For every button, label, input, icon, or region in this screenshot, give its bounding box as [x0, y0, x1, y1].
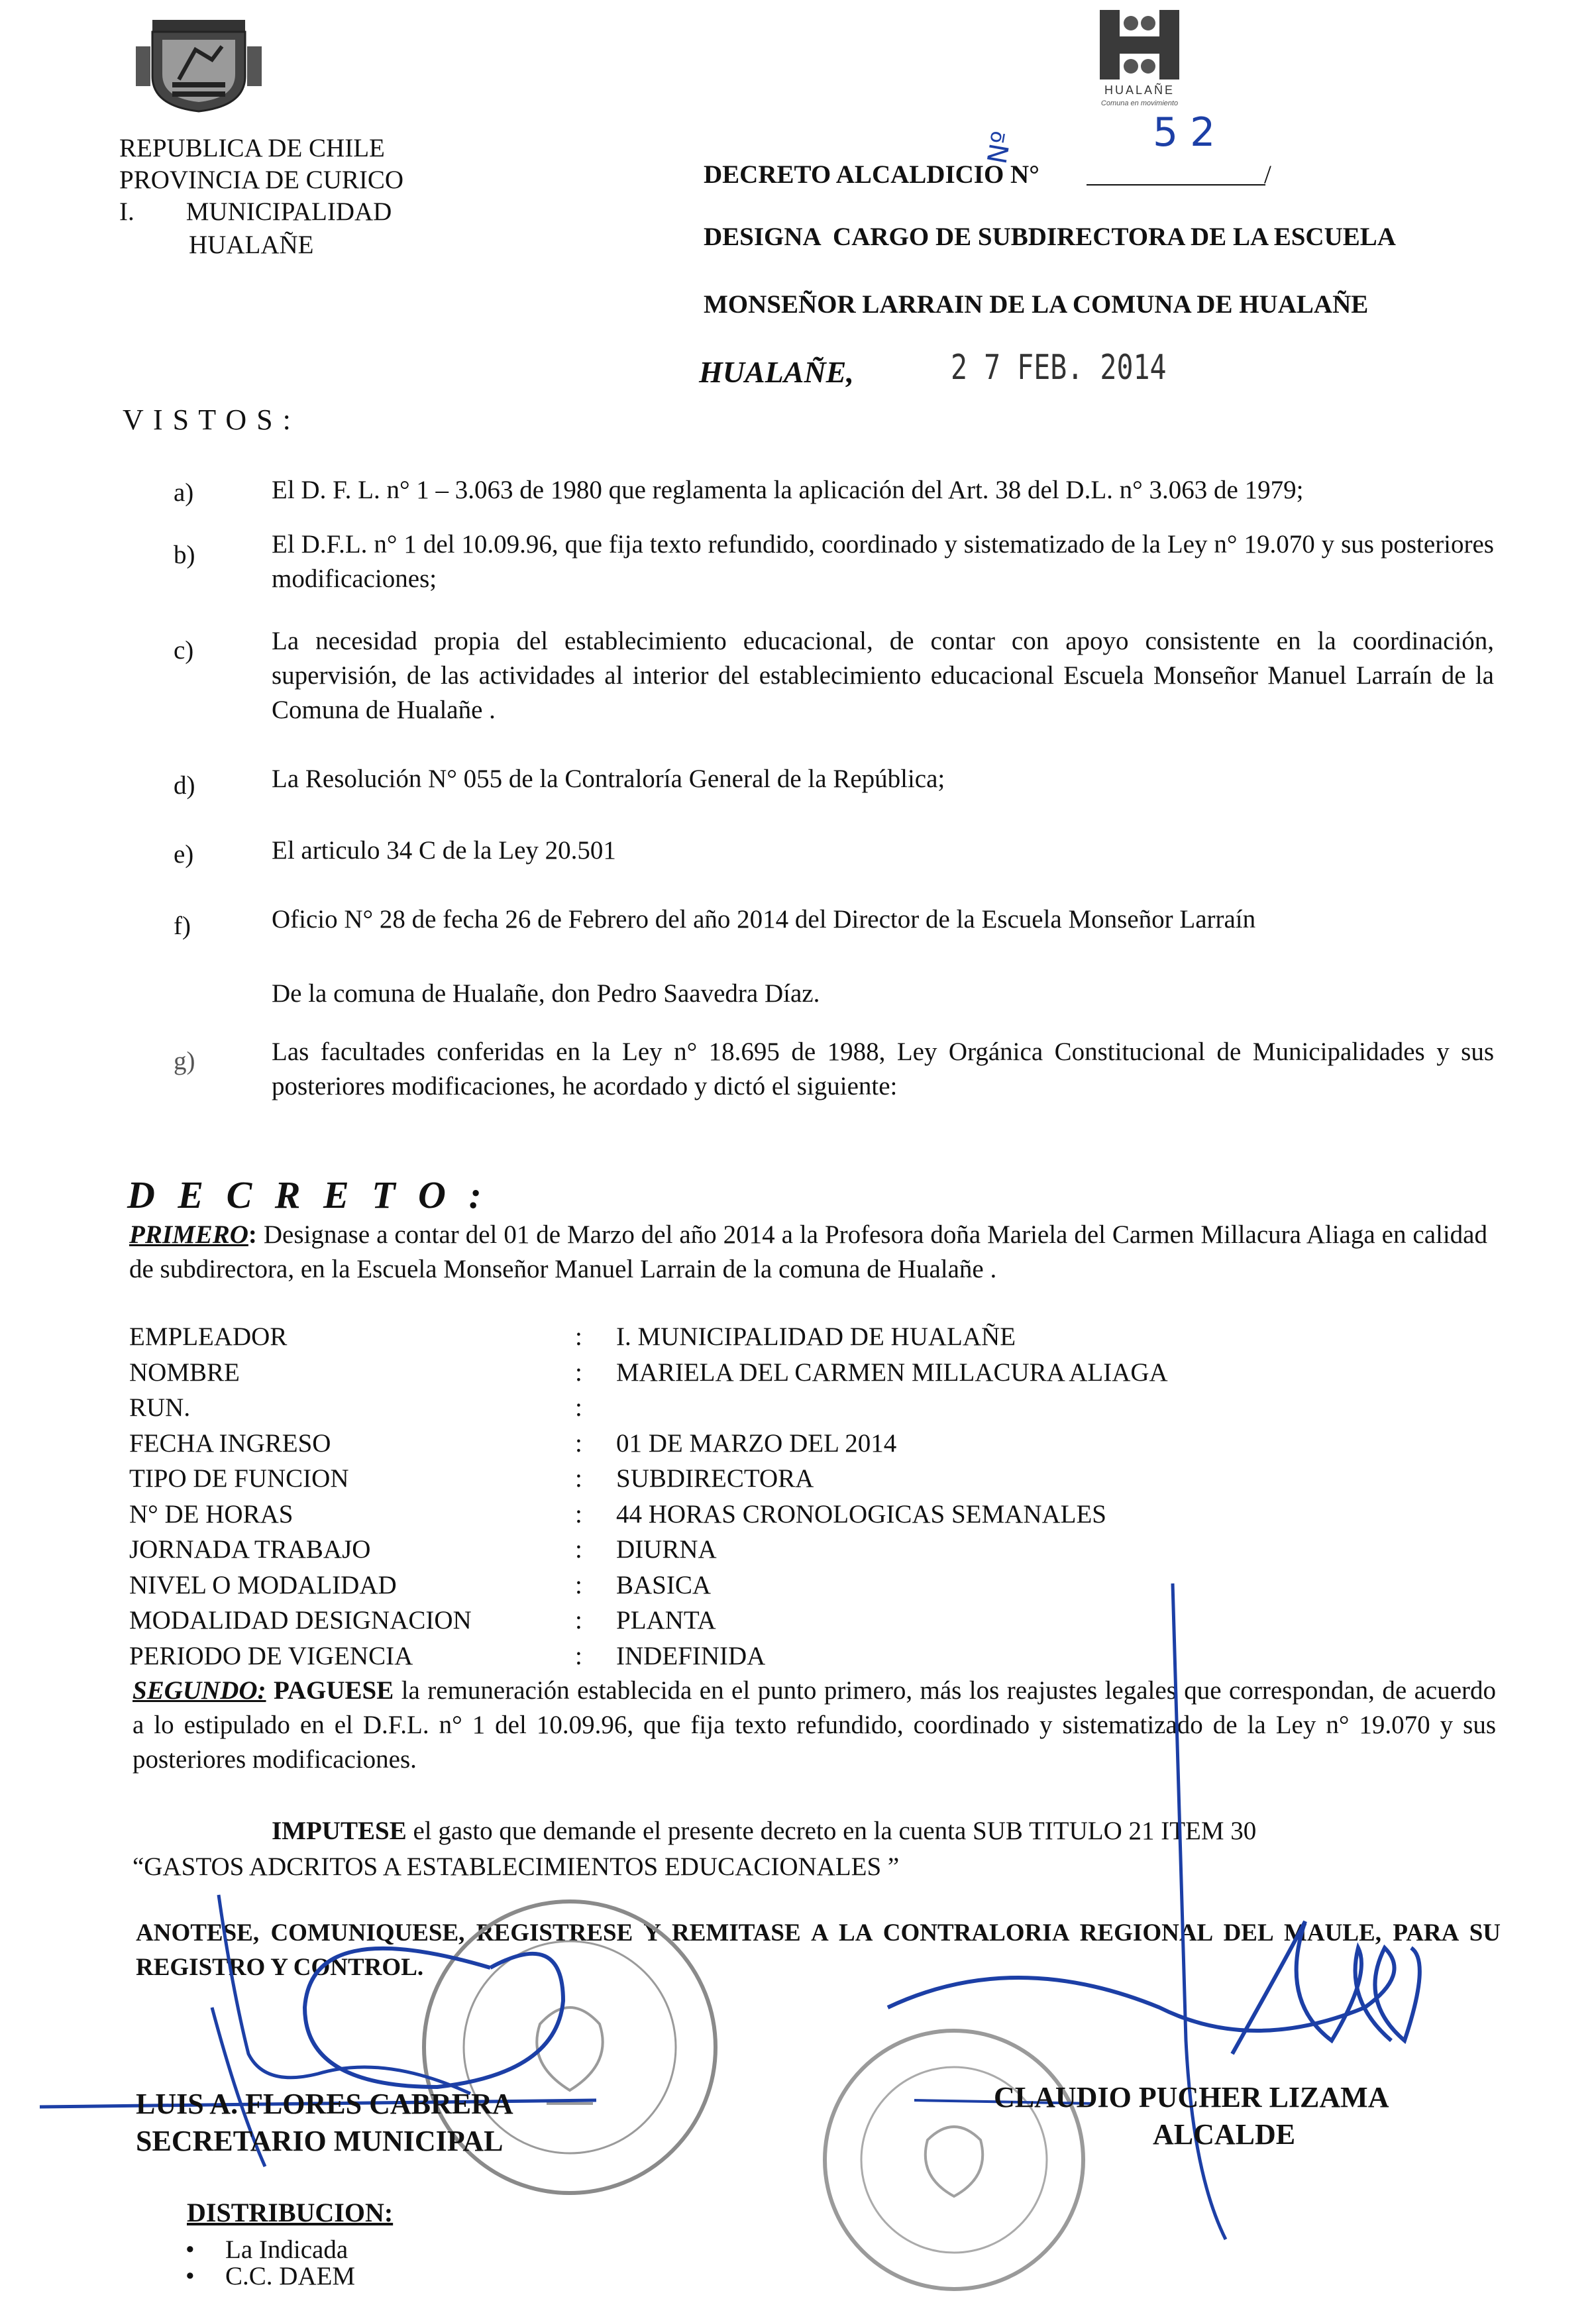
header-republica: REPUBLICA DE CHILE — [119, 134, 385, 162]
field-label: JORNADA TRABAJO — [129, 1535, 371, 1564]
mayor-signature — [881, 1577, 1477, 2272]
decreto-imputese-line2: “GASTOS ADCRITOS A ESTABLECIMIENTOS EDUCACIONALES ” — [133, 1852, 900, 1881]
header-hualane: HUALAÑE — [189, 231, 314, 259]
secretary-signature — [13, 1888, 709, 2233]
field-colon: : — [575, 1393, 582, 1422]
mayor-name: CLAUDIO PUCHER LIZAMA — [994, 2081, 1389, 2113]
logo-brand-text: HUALAÑE — [1104, 83, 1175, 97]
primero-label: PRIMERO — [129, 1220, 248, 1249]
primero-text: Designase a contar del 01 de Marzo del año 2014 a la Profesora doña Mariela del Carmen Millacura Aliaga en calidad de subdirectora, en la Escuela Monseñor Manuel Larrain de la comuna de Hualañe . — [129, 1220, 1487, 1283]
segundo-label: SEGUNDO: — [133, 1676, 266, 1705]
decree-place: HUALAÑE, — [699, 355, 854, 389]
field-colon: : — [575, 1642, 582, 1670]
field-label: PERIODO DE VIGENCIA — [129, 1642, 413, 1670]
vistos-letter-e: e) — [174, 840, 194, 869]
decree-number-label: DECRETO ALCALDICIO N° — [704, 160, 1039, 189]
decree-subject-line1: DESIGNA CARGO DE SUBDIRECTORA DE LA ESCUELA — [704, 223, 1396, 251]
vistos-letter-g: g) — [174, 1047, 195, 1075]
vistos-item-c: La necesidad propia del establecimiento educacional, de contar con apoyo consistente en la coordinación, supervisión, de las actividades al interior del establecimiento educacional Escuela Monseñor Manuel Larraín de la Comuna de Hualañe . — [272, 627, 1494, 724]
distribucion-item: • La Indicada — [186, 2233, 348, 2267]
field-label: TIPO DE FUNCION — [129, 1464, 349, 1493]
field-label: NOMBRE — [129, 1358, 240, 1387]
vistos-item-f-continuation: De la comuna de Hualañe, don Pedro Saavedra Díaz. — [272, 979, 820, 1008]
decreto-primero — [129, 1218, 1487, 1287]
field-value: DIURNA — [616, 1535, 717, 1564]
field-colon: : — [575, 1429, 582, 1458]
field-label: NIVEL O MODALIDAD — [129, 1571, 397, 1599]
field-value: 01 DE MARZO DEL 2014 — [616, 1429, 897, 1458]
field-value: MARIELA DEL CARMEN MILLACURA ALIAGA — [616, 1358, 1168, 1387]
field-value: INDEFINIDA — [616, 1642, 766, 1670]
decree-date-stamp: 2 7 FEB. 2014 — [951, 348, 1167, 388]
field-colon: : — [575, 1358, 582, 1387]
vistos-item-f: Oficio N° 28 de fecha 26 de Febrero del año 2014 del Director de la Escuela Monseñor Larraín — [272, 905, 1256, 934]
vistos-letter-a: a) — [174, 478, 194, 507]
field-label: N° DE HORAS — [129, 1500, 293, 1528]
field-label: EMPLEADOR — [129, 1322, 288, 1351]
vistos-item-d: La Resolución N° 055 de la Contraloría General de la República; — [272, 765, 945, 793]
distribucion-heading: DISTRIBUCION: — [187, 2198, 394, 2227]
decree-number-line — [1087, 184, 1265, 186]
decreto-heading: D E C R E T O : — [127, 1173, 488, 1216]
header-municipalidad: I. MUNICIPALIDAD — [119, 197, 392, 226]
secretary-name: LUIS A. FLORES CABRERA — [136, 2088, 513, 2120]
imputese-strong: IMPUTESE — [272, 1817, 407, 1845]
field-colon: : — [575, 1322, 582, 1351]
field-label: RUN. — [129, 1393, 191, 1422]
field-colon: : — [575, 1535, 582, 1564]
vistos-item-e: El articulo 34 C de la Ley 20.501 — [272, 836, 616, 865]
decree-number-handwritten: 52 — [1153, 109, 1228, 156]
segundo-text: la remuneración establecida en el punto primero, más los reajustes legales que correspondan, de acuerdo a lo estipulado en el D.F.L. n° 1 del 10.09.96, que fija texto refundido, coordinado y sistematizado de la Ley n° 19.070 y sus posteriores modificaciones. — [133, 1676, 1496, 1774]
vistos-letter-c: c) — [174, 636, 194, 665]
field-value: PLANTA — [616, 1606, 716, 1634]
bullet-icon: • — [186, 2262, 195, 2290]
mayor-title: ALCALDE — [1153, 2118, 1296, 2151]
field-value: I. MUNICIPALIDAD DE HUALAÑE — [616, 1322, 1016, 1351]
decree-number-slash: / — [1264, 160, 1271, 189]
vistos-letter-f: f) — [174, 912, 191, 940]
field-label: FECHA INGRESO — [129, 1429, 331, 1458]
field-colon: : — [575, 1464, 582, 1493]
decreto-anotese: ANOTESE, COMUNIQUESE, REGISTRESE Y REMITASE A LA CONTRALORIA REGIONAL DEL MAULE, PARA SU REGISTRO Y CONTROL. — [136, 1919, 1501, 1981]
field-value: SUBDIRECTORA — [616, 1464, 814, 1493]
decree-number-prefix-handwritten: Nº — [982, 129, 1018, 167]
vistos-item-a: El D. F. L. n° 1 – 3.063 de 1980 que reglamenta la aplicación del Art. 38 del D.L. n° 3.063 de 1979; — [272, 476, 1304, 504]
segundo-strong: PAGUESE — [266, 1676, 394, 1705]
vistos-letter-d: d) — [174, 771, 195, 800]
field-colon: : — [575, 1606, 582, 1634]
secretary-title: SECRETARIO MUNICIPAL — [136, 2125, 504, 2157]
field-colon: : — [575, 1500, 582, 1528]
distribucion-item: • C.C. DAEM — [186, 2259, 355, 2294]
field-label: MODALIDAD DESIGNACION — [129, 1606, 472, 1634]
vistos-heading: V I S T O S : — [123, 403, 292, 436]
decree-subject-line2: MONSEÑOR LARRAIN DE LA COMUNA DE HUALAÑE — [704, 290, 1369, 319]
vistos-item-b: El D.F.L. n° 1 del 10.09.96, que fija texto refundido, coordinado y sistematizado de la Ley n° 19.070 y sus posteriores modificaciones; — [272, 530, 1494, 593]
coat-of-arms-emblem — [133, 13, 265, 113]
field-colon: : — [575, 1571, 582, 1599]
vistos-item-g: Las facultades conferidas en la Ley n° 18.695 de 1988, Ley Orgánica Constitucional de Municipalidades y sus posteriores modificaciones, he acordado y dictó el siguiente: — [272, 1038, 1494, 1100]
vistos-letter-b: b) — [174, 541, 195, 569]
imputese-text: el gasto que demande el presente decreto en la cuenta SUB TITULO 21 ITEM 30 — [406, 1817, 1257, 1845]
logo-tagline: Comuna en movimiento — [1100, 99, 1179, 107]
hualane-logo-icon — [1096, 7, 1183, 83]
field-value: 44 HORAS CRONOLOGICAS SEMANALES — [616, 1500, 1106, 1528]
primero-colon: : — [248, 1220, 257, 1249]
field-value: BASICA — [616, 1571, 712, 1599]
header-provincia: PROVINCIA DE CURICO — [119, 166, 404, 194]
bullet-icon: • — [186, 2235, 195, 2264]
